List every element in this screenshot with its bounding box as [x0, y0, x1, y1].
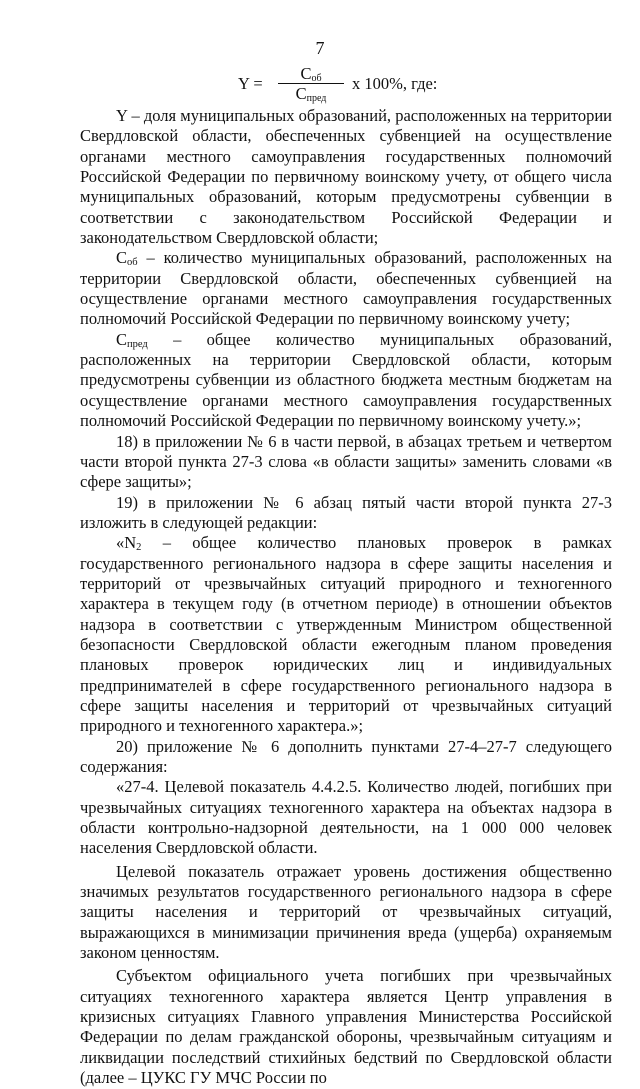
- numerator-symbol: С: [300, 64, 312, 83]
- formula-denominator: [276, 84, 346, 103]
- formula-fraction: [276, 64, 346, 103]
- cob-symbol: С: [116, 248, 128, 268]
- body-text: [80, 106, 612, 1089]
- cpred-symbol: С: [116, 329, 128, 349]
- paragraph-item-18: 18) в приложении № 6 в части первой, в абзацах третьем и четвертом части второй пункта 27-3 слова «в области защиты» заменить словами «в сфере защиты»;: [80, 431, 612, 492]
- cob-subscript: об: [127, 257, 138, 269]
- paragraph-y-definition: Y – доля муниципальных образований, расположенных на территории Свердловской области, обеспеченных субвенцией на осуществление органами местного самоуправления государственных полномочий Российской Федерации по первичному воинскому учету, от общего числа муниципальных образований, которым предусмотрены субвенции в соответствии с законодательством Российской Федерации и законодательством Свердловской области;: [80, 106, 612, 248]
- cpred-subscript: пред: [127, 338, 148, 350]
- denominator-symbol: С: [295, 84, 307, 103]
- n2-text: – общее количество плановых проверок в рамках государственного регионального надзора в сфере защиты населения и территорий от чрезвычайных ситуаций природного и техногенного характера в текущем году (в отчетном периоде) в отношении объектов надзора в соответствии с утвержденным Министром общественной безопасности Свердловской области ежегодным планом проведения плановых проверок юридических лиц и индивидуальных предпринимателей в сфере государственного регионального надзора в сфере защиты населения и территорий от чрезвычайных ситуаций природного и техногенного характера.»;: [80, 533, 612, 736]
- paragraph-indicator-description: Целевой показатель отражает уровень достижения общественно значимых результатов государственного регионального надзора в сфере защиты населения и территорий от чрезвычайных ситуаций, выражающихся в минимизации причинения вреда (ущерба) охраняемым законом ценностям.: [80, 861, 612, 963]
- paragraph-cpred-definition: [80, 330, 612, 432]
- formula-rhs: х 100%, где:: [352, 74, 438, 93]
- paragraph-item-19: 19) в приложении № 6 абзац пятый части второй пункта 27-3 изложить в следующей редакции:: [80, 492, 612, 532]
- page-number: 7: [315, 38, 325, 58]
- numerator-subscript: об: [311, 73, 322, 84]
- cob-text: – количество муниципальных образований, расположенных на территории Свердловской области, обеспеченных субвенцией на осуществление органами местного самоуправления государственных полномочий Российской Федерации по первичному воинскому учету;: [80, 248, 612, 329]
- paragraph-n2-definition: [80, 533, 612, 736]
- n2-subscript: 2: [136, 542, 142, 554]
- formula-lhs: Y =: [238, 74, 263, 93]
- paragraph-cob-definition: [80, 248, 612, 329]
- paragraph-item-20: 20) приложение № 6 дополнить пунктами 27-4–27-7 следующего содержания:: [80, 736, 612, 776]
- n2-symbol: «N: [116, 533, 137, 553]
- denominator-subscript: пред: [306, 93, 327, 104]
- paragraph-27-4: «27-4. Целевой показатель 4.4.2.5. Количество людей, погибших при чрезвычайных ситуациях техногенного характера на объектах надзора в области контрольно-надзорной деятельности, на 1 000 000 человек населения Свердловской области.: [80, 777, 612, 858]
- paragraph-accounting-subject: Субъектом официального учета погибших при чрезвычайных ситуациях техногенного характера является Центр управления в кризисных ситуациях Главного управления Министерства Российской Федерации по делам гражданской обороны, чрезвычайным ситуациям и ликвидации последствий стихийных бедствий по Свердловской области (далее – ЦУКС ГУ МЧС России по: [80, 966, 612, 1088]
- cpred-text: – общее количество муниципальных образований, расположенных на территории Свердловской области, которым предусмотрены субвенции из областного бюджета местным бюджетам на осуществление органами местного самоуправления государственных полномочий Российской Федерации по первичному воинскому учету.»;: [80, 329, 612, 431]
- formula: [238, 64, 498, 104]
- formula-numerator: [276, 64, 346, 83]
